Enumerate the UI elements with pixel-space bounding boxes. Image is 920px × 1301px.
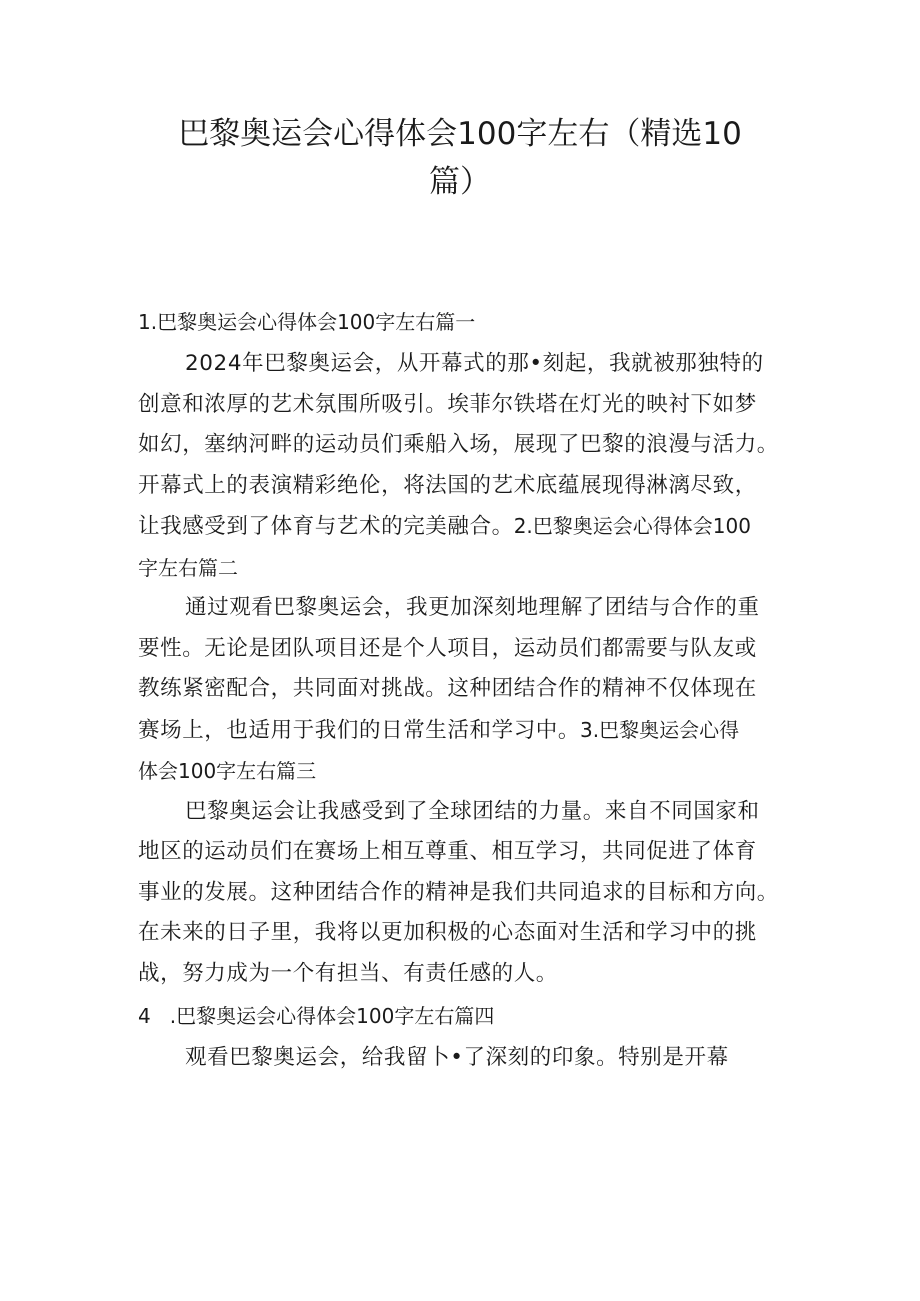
- title-line-1: 巴黎奥运会心得体会100字左右（精选10: [178, 116, 742, 152]
- document-title: [150, 110, 770, 206]
- paragraph-line: 通过观看巴黎奥运会，我更加深刻地理解了团结与合作的重: [185, 595, 760, 620]
- section-paragraph-4: [138, 1038, 788, 1079]
- section-heading-1: 1.巴黎奥运会心得体会100字左右篇一: [138, 310, 476, 334]
- section-paragraph-1: [138, 344, 788, 588]
- paragraph-line: 教练紧密配合，共同面对挑战。这种团结合作的精神不仅体现在: [138, 676, 757, 701]
- section-paragraph-2: [138, 588, 788, 792]
- section-heading-3-continued: 体会100字左右篇三: [138, 759, 317, 783]
- paragraph-line: 巴黎奥运会让我感受到了全球团结的力量。来自不同国家和: [185, 798, 760, 824]
- section-heading-4: 4 .巴黎奥运会心得体会100字左右篇四: [138, 1004, 495, 1028]
- paragraph-line: 事业的发展。这种团结合作的精神是我们共同追求的目标和方向。: [138, 879, 779, 905]
- paragraph-line: 让我感受到了体育与艺术的完美融合。: [138, 514, 514, 539]
- section-paragraph-3: [138, 792, 788, 995]
- paragraph-line: 战，努力成为一个有担当、有责任感的人。: [138, 960, 558, 986]
- section-heading-3: 3.巴黎奥运会心得: [580, 717, 740, 742]
- paragraph-line: 观看巴黎奥运会，给我留卜•了深刻的印象。特别是开幕: [185, 1045, 729, 1070]
- paragraph-line: 2024年巴黎奥运会，从开幕式的那•刻起，我就被那独特的: [185, 351, 764, 376]
- title-line-2: 篇）: [429, 164, 491, 200]
- paragraph-line: 赛场上，也适用于我们的日常生活和学习中。: [138, 717, 581, 743]
- paragraph-line-with-heading: [138, 506, 788, 548]
- section-heading-2-continued: 字左右篇二: [138, 555, 238, 580]
- paragraph-line: 地区的运动员们在赛场上相互尊重、相互学习，共同促进了体育: [138, 839, 757, 864]
- section-heading-2: 2.巴黎奥运会心得体会100: [513, 514, 751, 538]
- paragraph-line: 要性。无论是团队项目还是个人项目，运动员们都需要与队友或: [138, 635, 757, 661]
- paragraph-line: 创意和浓厚的艺术氛围所吸引。埃菲尔铁塔在灯光的映衬下如梦: [138, 391, 757, 417]
- paragraph-line-with-heading: [138, 710, 788, 752]
- paragraph-line: 开幕式上的表演精彩绝伦，将法国的艺术底蕴展现得淋漓尽致，: [138, 472, 757, 498]
- paragraph-line: 在未来的日子里，我将以更加积极的心态面对生活和学习中的挑: [138, 920, 757, 945]
- paragraph-line: 如幻，塞纳河畔的运动员们乘船入场，展现了巴黎的浪漫与活力。: [138, 432, 779, 457]
- document-body: [138, 300, 788, 1079]
